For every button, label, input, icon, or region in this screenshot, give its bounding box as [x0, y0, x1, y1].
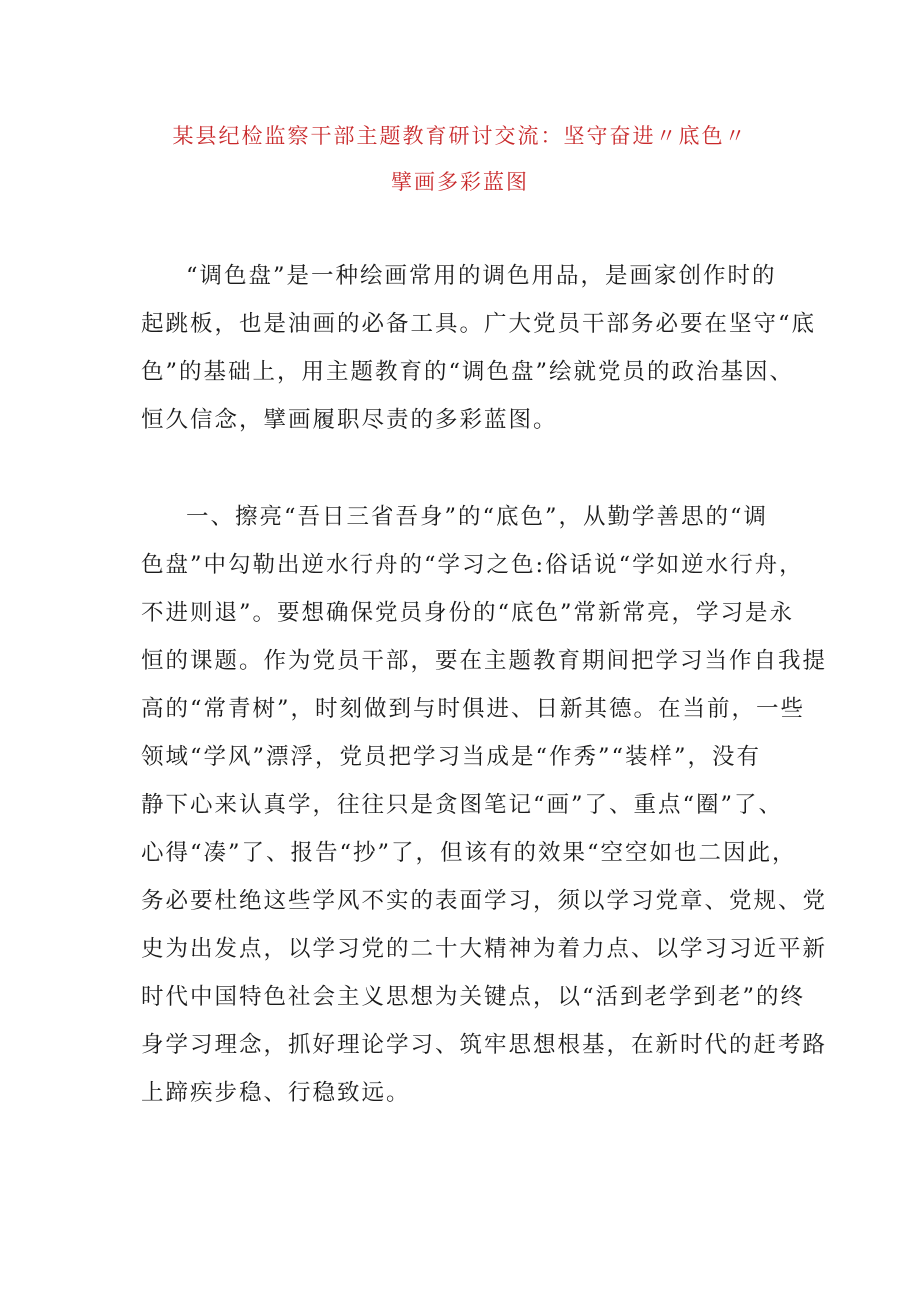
paragraph-line: “调色盘”是一种绘画常用的调色用品，是画家创作时的 — [186, 263, 777, 289]
paragraph-line: 上蹄疾步稳、行稳致远。 — [141, 1080, 411, 1106]
document-title-line-1: 某县纪检监察干部主题教育研讨交流：坚守奋进〃底色〃 — [172, 124, 748, 148]
paragraph-line: 务必要杜绝这些学风不实的表面学习，须以学习党章、党规、党 — [141, 888, 828, 914]
document-title-line-2: 擘画多彩蓝图 — [391, 170, 529, 194]
paragraph-line: 领域“学风”漂浮，党员把学习当成是“作秀”“装样”，没有 — [141, 744, 762, 770]
paragraph-line: 色”的基础上，用主题教育的“调色盘”绘就党员的政治基因、 — [141, 359, 795, 385]
paragraph-line: 史为出发点，以学习党的二十大精神为着力点、以学习习近平新 — [141, 936, 828, 962]
paragraph-line: 静下心来认真学，往往只是贪图笔记“画”了、重点“圈”了、 — [141, 792, 784, 818]
paragraph-line: 心得“凑”了、报告“抄”了，但该有的效果“空空如也二因此， — [141, 840, 797, 866]
paragraph-line: 恒的课题。作为党员干部，要在主题教育期间把学习当作自我提 — [141, 648, 828, 674]
paragraph-line: 时代中国特色社会主义思想为关键点，以“活到老学到老”的终 — [141, 984, 806, 1010]
paragraph-line: 一、擦亮“吾日三省吾身”的“底色”，从勤学善思的“调 — [186, 504, 769, 530]
paragraph-line: 起跳板，也是油画的必备工具。广大党员干部务必要在坚守“底 — [141, 311, 817, 337]
paragraph-intro — [141, 252, 817, 444]
paragraph-line: 不进则退”。要想确保党员身份的“底色”常新常亮，学习是永 — [141, 600, 795, 626]
paragraph-line: 高的“常青树”，时刻做到与时俱进、日新其德。在当前，一些 — [141, 696, 806, 722]
paragraph-line: 恒久信念，擘画履职尽责的多彩蓝图。 — [141, 407, 558, 433]
paragraph-line: 身学习理念，抓好理论学习、筑牢思想根基，在新时代的赶考路 — [141, 1032, 828, 1058]
paragraph-section-one — [141, 493, 828, 1117]
paragraph-line: 色盘”中勾勒出逆水行舟的“学习之色:俗话说“学如逆水行舟， — [141, 552, 804, 578]
